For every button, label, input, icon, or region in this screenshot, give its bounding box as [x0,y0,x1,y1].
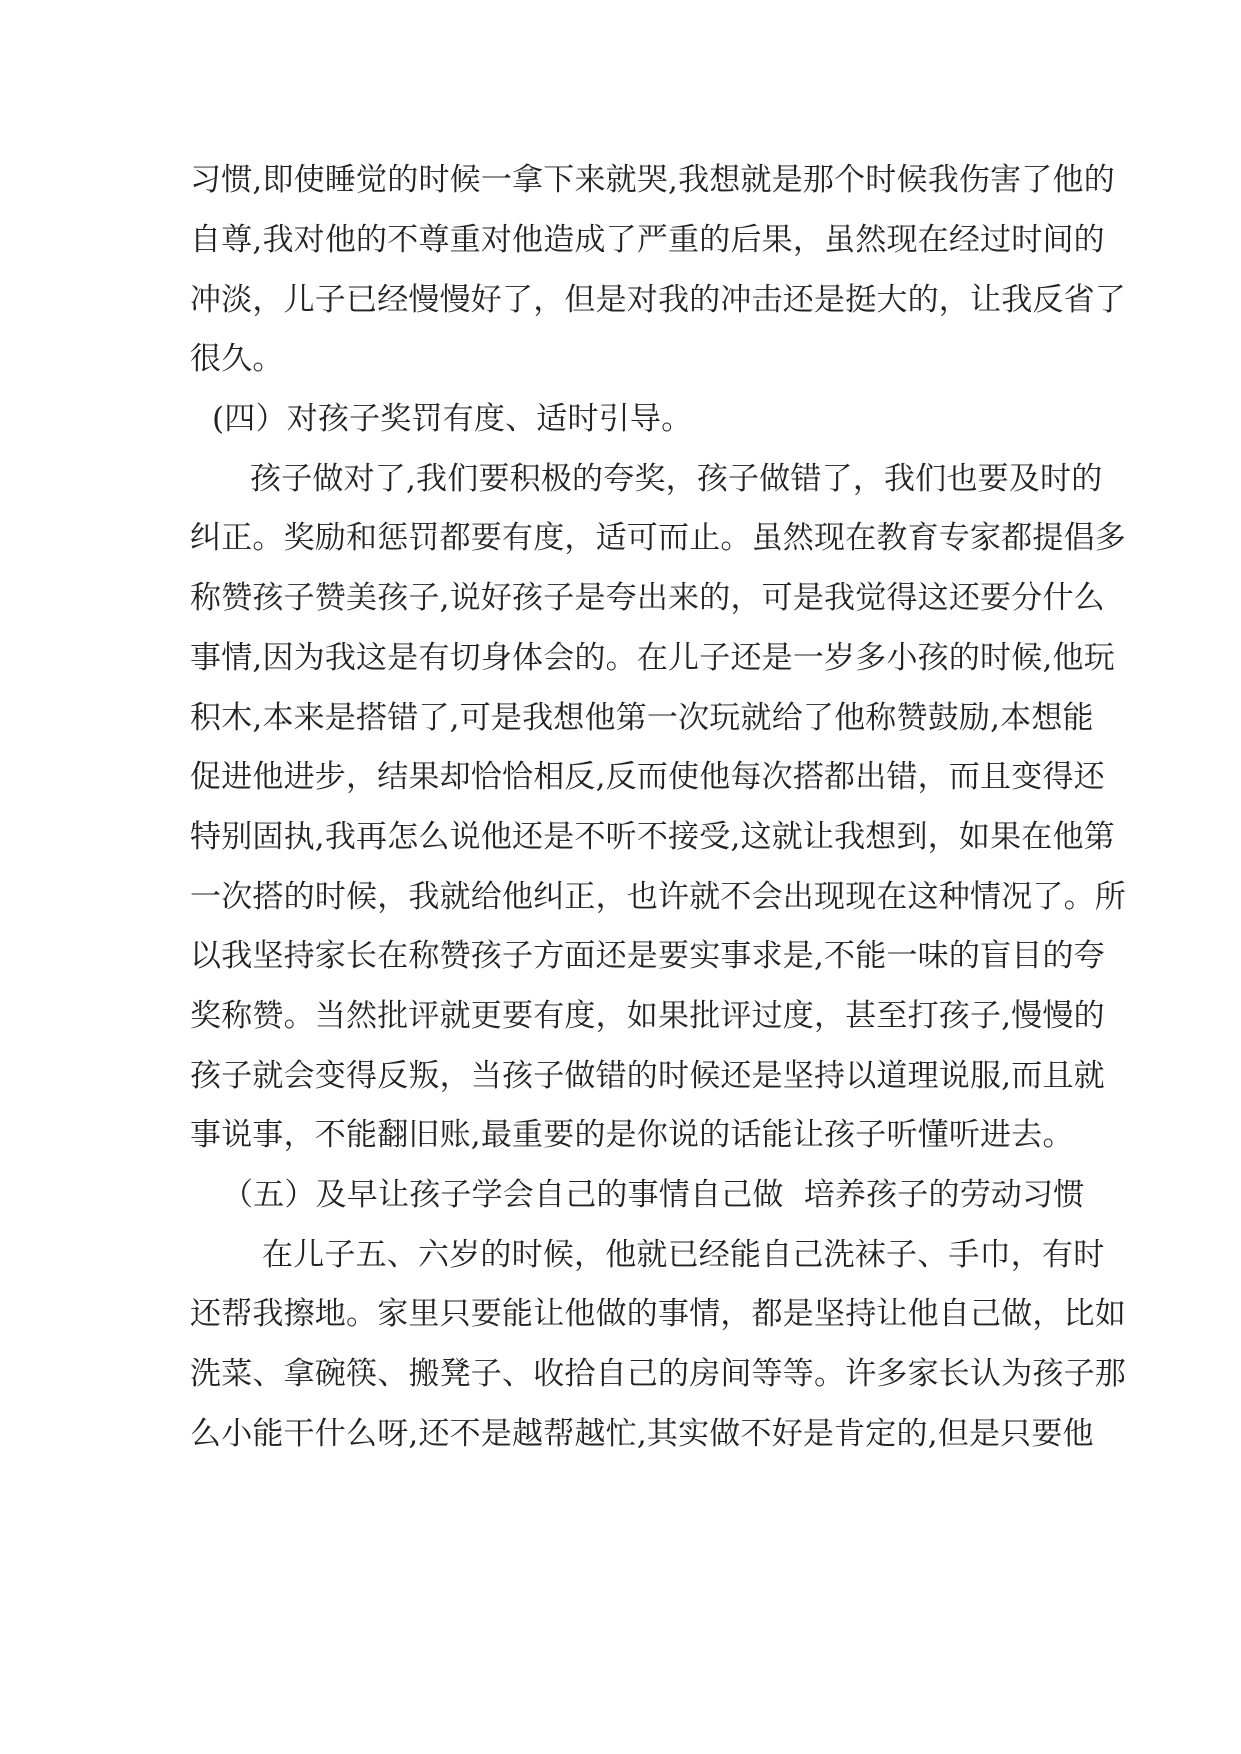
paragraph-line: 称赞孩子赞美孩子,说好孩子是夸出来的，可是我觉得这还要分什么 [190,580,1105,616]
paragraph-line: 特别固执,我再怎么说他还是不听不接受,这就让我想到，如果在他第 [190,819,1115,855]
paragraph-line: 么小能干什么呀,还不是越帮越忙,其实做不好是肯定的,但是只要他 [190,1416,1094,1452]
paragraph-line: 以我坚持家长在称赞孩子方面还是要实事求是,不能一味的盲目的夸 [190,938,1105,974]
paragraph-line: 事情,因为我这是有切身体会的。在儿子还是一岁多小孩的时候,他玩 [190,640,1115,676]
paragraph-line: 在儿子五、六岁的时候，他就已经能自己洗袜子、手巾，有时 [262,1237,1105,1273]
paragraph-line: 洗菜、拿碗筷、搬凳子、收拾自己的房间等等。许多家长认为孩子那 [190,1356,1126,1392]
paragraph-line: 自尊,我对他的不尊重对他造成了严重的后果，虽然现在经过时间的 [190,222,1105,258]
paragraph-line: 还帮我擦地。家里只要能让他做的事情，都是坚持让他自己做，比如 [190,1296,1126,1332]
paragraph-line: 积木,本来是搭错了,可是我想他第一次玩就给了他称赞鼓励,本想能 [190,700,1094,736]
section-heading: (四）对孩子奖罚有度、适时引导。 [212,401,693,437]
paragraph-line: 冲淡，儿子已经慢慢好了，但是对我的冲击还是挺大的，让我反省了 [190,282,1126,318]
paragraph-line: 孩子做对了,我们要积极的夸奖，孩子做错了，我们也要及时的 [250,461,1103,497]
paragraph-line: 很久。 [190,341,284,377]
paragraph-line: 事说事，不能翻旧账,最重要的是你说的话能让孩子听懂听进去。 [190,1117,1074,1153]
paragraph-line: 孩子就会变得反叛，当孩子做错的时候还是坚持以道理说服,而且就 [190,1058,1105,1094]
paragraph-line: 促进他进步，结果却恰恰相反,反而使他每次搭都出错，而且变得还 [190,759,1105,795]
paragraph-line: 习惯,即使睡觉的时候一拿下来就哭,我想就是那个时候我伤害了他的 [190,162,1115,198]
paragraph-line: 奖称赞。当然批评就更要有度，如果批评过度，甚至打孩子,慢慢的 [190,998,1105,1034]
paragraph-line: 一次搭的时候，我就给他纠正，也许就不会出现现在这种情况了。所 [190,879,1126,915]
paragraph-line: 纠正。奖励和惩罚都要有度，适可而止。虽然现在教育专家都提倡多 [190,520,1126,556]
section-heading: （五）及早让孩子学会自己的事情自己做 培养孩子的劳动习惯 [222,1177,1085,1213]
